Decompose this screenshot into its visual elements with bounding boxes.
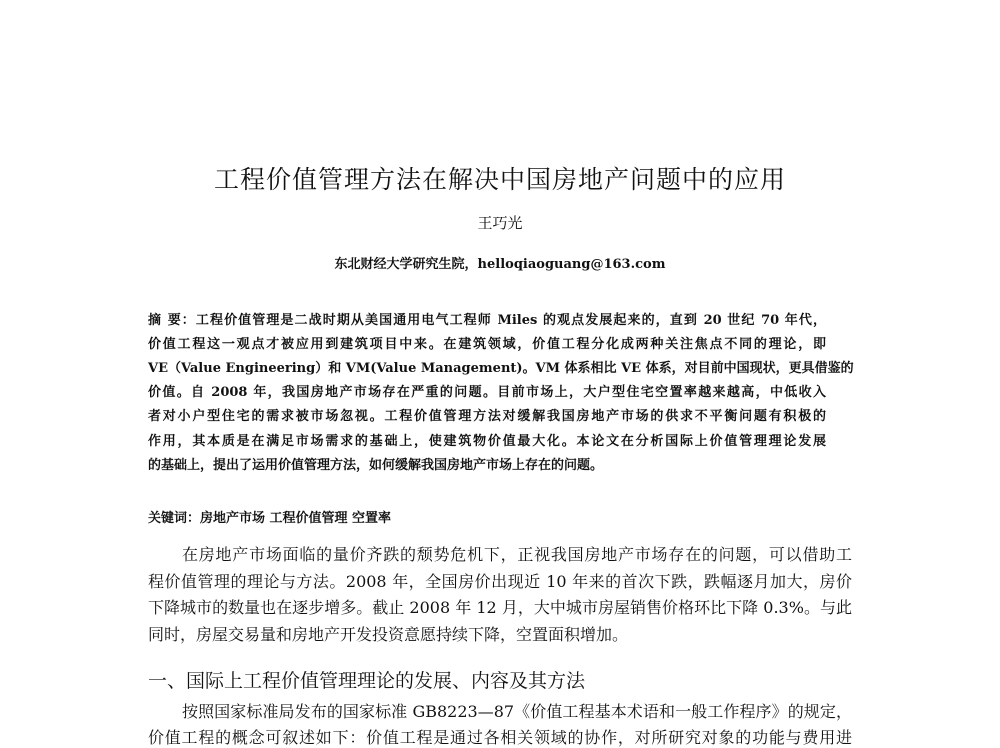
paragraph-line: 同时，房屋交易量和房地产开发投资意愿持续下降，空置面积增加。 [148,625,629,644]
paragraph-line: 在房地产市场面临的量价齐跌的颓势危机下，正视我国房地产市场存在的问题，可以借助工 [182,545,852,564]
paragraph-line: 下降城市的数量也在逐步增多。截止 2008 年 12 月，大中城市房屋销售价格环比下降 0.3%。与此 [148,598,852,617]
paragraph-line: 程价值管理的理论与方法。2008 年，全国房价出现近 10 年来的首次下跌，跌幅逐月加大，房价 [148,572,852,591]
abstract-line: 的基础上，提出了运用价值管理方法，如何缓解我国房地产市场上存在的问题。 [148,458,604,473]
abstract-line: 者对小户型住宅的需求被市场忽视。工程价值管理方法对缓解我国房地产市场的供求不平衡问题有积极的 [148,409,826,424]
author: 王巧光 [477,214,523,232]
abstract-line: 价值工程这一观点才被应用到建筑项目中来。在建筑领域，价值工程分化成两种关注焦点不同的理论，即 [148,337,826,352]
paragraph-line: 按照国家标准局发布的国家标准 GB8223—87《价值工程基本术语和一般工作程序》的规定， [182,702,852,721]
abstract-line: VE（Value Engineering）和 VM(Value Management)。VM 体系相比 VE 体系，对目前中国现状，更具借鉴的 [148,361,854,376]
affiliation: 东北财经大学研究生院，helloqiaoguang@163.com [334,257,666,272]
abstract-line: 作用，其本质是在满足市场需求的基础上，使建筑物价值最大化。本论文在分析国际上价值管理理论发展 [148,434,826,449]
paper-title: 工程价值管理方法在解决中国房地产问题中的应用 [213,165,786,194]
abstract-line: 价值。自 2008 年，我国房地产市场存在严重的问题。目前市场上，大户型住宅空置率越来越高，中低收入 [148,385,826,400]
paragraph-line: 价值工程的概念可叙述如下：价值工程是通过各相关领域的协作，对所研究对象的功能与费用进 [148,728,852,747]
keywords: 关键词：房地产市场 工程价值管理 空置率 [148,511,392,526]
section-heading: 一、国际上工程价值管理理论的发展、内容及其方法 [148,670,586,692]
abstract-line: 摘 要：工程价值管理是二战时期从美国通用电气工程师 Miles 的观点发展起来的，直到 20 世纪 70 年代， [148,313,826,328]
